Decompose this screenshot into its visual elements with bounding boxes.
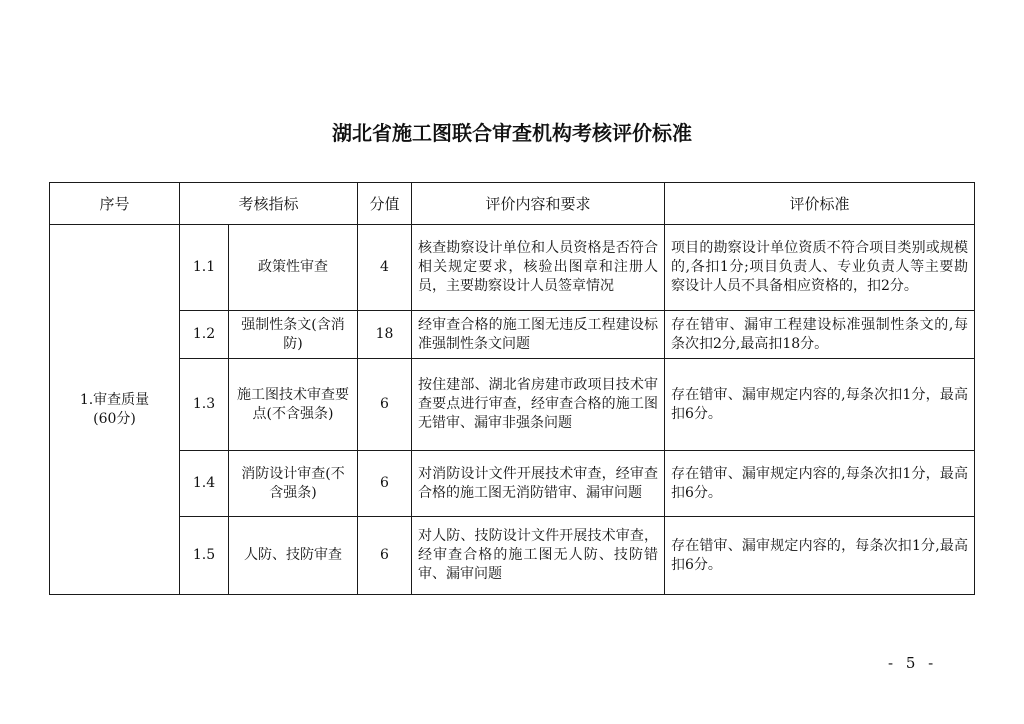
category-cell — [50, 225, 180, 595]
table-row — [50, 517, 975, 595]
evaluation-table — [49, 182, 975, 595]
header-score: 分值 — [358, 183, 412, 225]
row-indicator: 政策性审查 — [229, 225, 358, 311]
category-name: 1.审查质量 — [79, 391, 150, 408]
row-number: 1.4 — [180, 451, 229, 517]
row-content: 经审查合格的施工图无违反工程建设标准强制性条文问题 — [412, 311, 665, 359]
row-indicator: 消防设计审查(不含强条) — [229, 451, 358, 517]
row-number: 1.5 — [180, 517, 229, 595]
page-number: - 5 - — [888, 654, 938, 672]
row-standard: 存在错审、漏审工程建设标准强制性条文的,每条次扣2分,最高扣18分。 — [665, 311, 975, 359]
row-score: 6 — [358, 451, 412, 517]
table-row — [50, 451, 975, 517]
row-number: 1.3 — [180, 359, 229, 451]
row-content: 核查勘察设计单位和人员资格是否符合相关规定要求，核验出图章和注册人员，主要勘察设计人员签章情况 — [412, 225, 665, 311]
category-points: (60分) — [93, 410, 136, 427]
header-indicator: 考核指标 — [180, 183, 358, 225]
header-index: 序号 — [50, 183, 180, 225]
row-content: 对人防、技防设计文件开展技术审查，经审查合格的施工图无人防、技防错审、漏审问题 — [412, 517, 665, 595]
row-score: 4 — [358, 225, 412, 311]
row-number: 1.2 — [180, 311, 229, 359]
row-number: 1.1 — [180, 225, 229, 311]
row-standard: 存在错审、漏审规定内容的,每条次扣1分，最高扣6分。 — [665, 451, 975, 517]
row-indicator: 施工图技术审查要点(不含强条) — [229, 359, 358, 451]
row-indicator: 人防、技防审查 — [229, 517, 358, 595]
header-standard: 评价标准 — [665, 183, 975, 225]
row-standard: 存在错审、漏审规定内容的，每条次扣1分,最高扣6分。 — [665, 517, 975, 595]
table-row — [50, 225, 975, 311]
document-title: 湖北省施工图联合审查机构考核评价标准 — [332, 121, 692, 145]
row-standard: 存在错审、漏审规定内容的,每条次扣1分，最高扣6分。 — [665, 359, 975, 451]
row-score: 18 — [358, 311, 412, 359]
table-header-row — [50, 183, 975, 225]
row-score: 6 — [358, 517, 412, 595]
row-standard: 项目的勘察设计单位资质不符合项目类别或规模的,各扣1分;项目负责人、专业负责人等主要勘察设计人员不具备相应资格的，扣2分。 — [665, 225, 975, 311]
row-indicator: 强制性条文(含消防) — [229, 311, 358, 359]
row-content: 按住建部、湖北省房建市政项目技术审查要点进行审查，经审查合格的施工图无错审、漏审非强条问题 — [412, 359, 665, 451]
row-score: 6 — [358, 359, 412, 451]
row-content: 对消防设计文件开展技术审查，经审查合格的施工图无消防错审、漏审问题 — [412, 451, 665, 517]
header-content: 评价内容和要求 — [412, 183, 665, 225]
table-row — [50, 311, 975, 359]
table-row — [50, 359, 975, 451]
